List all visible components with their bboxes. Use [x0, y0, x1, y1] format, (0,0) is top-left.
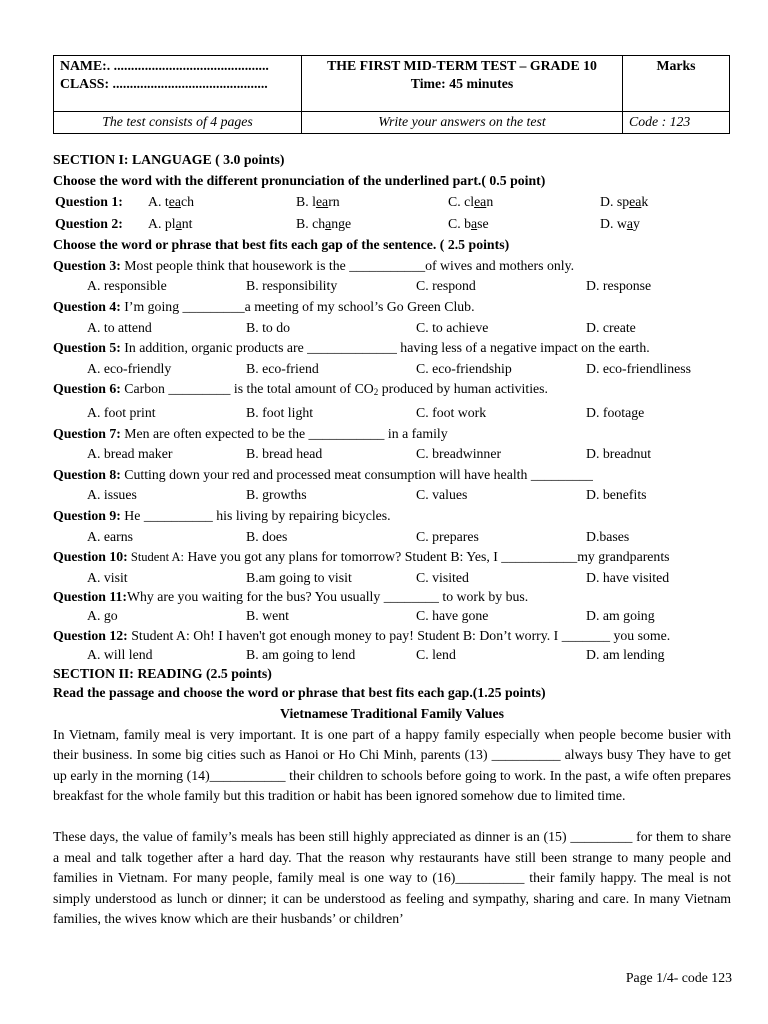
option-d[interactable]: D.bases: [586, 528, 630, 544]
question-label: Question 6:: [53, 381, 121, 397]
question-label: Question 8:: [53, 466, 121, 482]
option-a[interactable]: A. teach: [148, 194, 194, 210]
options-4: [53, 318, 731, 339]
page-footer: Page 1/4- code 123: [625, 970, 732, 985]
option-d[interactable]: D. eco-friendliness: [586, 360, 691, 376]
option-a[interactable]: A. plant: [148, 216, 193, 232]
question-text: He __________ his living by repairing bicycles.: [120, 507, 391, 523]
question-text: Have you got any plans for tomorrow? Student B: Yes, I ___________my grandparents: [184, 549, 670, 565]
option-d[interactable]: D. have visited: [586, 569, 670, 585]
option-b[interactable]: B. responsibility: [246, 278, 338, 294]
question-label: Question 11:: [53, 589, 127, 605]
gap-fill-instruction: Choose the word or phrase that best fits each gap of the sentence. ( 2.5 points): [53, 237, 510, 253]
test-code: Code : 123: [623, 112, 730, 134]
test-time: Time: 45 minutes: [410, 76, 514, 91]
option-b[interactable]: B. bread head: [246, 446, 323, 462]
question-text: Cutting down your red and processed meat consumption will have health _________: [120, 466, 593, 482]
question-5: [53, 338, 731, 359]
question-6: [53, 379, 731, 403]
options-3: [53, 276, 731, 297]
option-d[interactable]: D. breadnut: [586, 446, 652, 462]
marks-cell: [623, 56, 730, 112]
question-4: [53, 297, 731, 318]
subscript: 2: [373, 387, 379, 398]
option-c[interactable]: C. eco-friendship: [416, 360, 512, 376]
option-d[interactable]: D. create: [586, 319, 636, 335]
question-11: [53, 588, 731, 606]
speaker-label: Student A:: [127, 550, 185, 565]
option-b[interactable]: B. learn: [296, 194, 340, 210]
question-label: Question 5:: [53, 340, 121, 356]
passage-paragraph-1: In Vietnam, family meal is very important. It is one part of a happy family especially when people become busier with their business. In some big cities such as Hanoi or Ho Chi Minh, parents (13) __________ always busy They have to get up early in the morning (14)___________ their children to schools before going to work. In the past, a wife often prepares breakfast for the whole family but this tradition or habit has been ignored somehow due to limited time.: [53, 726, 731, 804]
option-d[interactable]: D. way: [600, 216, 640, 232]
question-label: Question 3:: [53, 257, 121, 273]
test-title: THE FIRST MID-TERM TEST – GRADE 10: [327, 58, 597, 73]
option-d[interactable]: D. benefits: [586, 487, 647, 503]
option-b[interactable]: B. went: [246, 608, 289, 624]
option-d[interactable]: D. response: [586, 278, 652, 294]
option-a[interactable]: A. to attend: [87, 319, 152, 335]
pronunciation-instruction: Choose the word with the different pronunciation of the underlined part.( 0.5 point): [53, 172, 546, 188]
options-9: [53, 527, 731, 548]
question-10: [53, 547, 731, 568]
option-b[interactable]: B. growths: [246, 487, 307, 503]
option-b[interactable]: B. to do: [246, 319, 291, 335]
option-a[interactable]: A. foot print: [87, 404, 156, 420]
question-label: Question 9:: [53, 507, 121, 523]
section2-title: SECTION II: READING (2.5 points): [53, 666, 272, 682]
question-label: Question 2:: [55, 216, 123, 232]
question-text: I’m going _________a meeting of my school’s Go Green Club.: [120, 298, 475, 314]
option-d[interactable]: D. footage: [586, 404, 645, 420]
class-field[interactable]: CLASS: .............................................: [60, 76, 268, 91]
options-12: [53, 645, 731, 666]
option-a[interactable]: A. eco-friendly: [87, 360, 172, 376]
header-table: [53, 55, 730, 134]
question-text: In addition, organic products are _____________ having less of a negative impact on the earth.: [120, 340, 650, 356]
name-field[interactable]: NAME:. .............................................: [60, 58, 269, 73]
option-b[interactable]: B.am going to visit: [246, 569, 352, 585]
question-7: [53, 424, 731, 445]
question-text: Student A: Oh! I haven't got enough money to pay! Student B: Don’t worry. I _______ you some.: [127, 627, 671, 643]
option-d[interactable]: D. am going: [586, 608, 655, 624]
test-page: [53, 55, 731, 930]
option-c[interactable]: C. visited: [416, 569, 469, 585]
options-8: [53, 485, 731, 506]
option-b[interactable]: B. does: [246, 528, 288, 544]
options-6: [53, 403, 731, 424]
answer-instruction: Write your answers on the test: [302, 112, 623, 134]
option-a[interactable]: A. will lend: [87, 646, 153, 662]
option-c[interactable]: C. breadwinner: [416, 446, 502, 462]
question-text: Why are you waiting for the bus? You usually ________ to work by bus.: [126, 589, 529, 605]
option-a[interactable]: A. responsible: [87, 278, 167, 294]
passage-paragraph-2: These days, the value of family’s meals has been still highly appreciated as dinner is an (15) _________ for them to share a meal and talk together after a hard day. That the reason why restaurants have still been strange to many people and families in Vietnam. For many people, family meal is one way to (16)__________ their family happy. The meal is not simply understood as lunch or dinner; it can be understood as feeling and sympathy, sharing and care. In many Vietnam families, the wives know which are their husbands’ or children’: [53, 829, 731, 927]
option-c[interactable]: C. prepares: [416, 528, 479, 544]
question-text: Most people think that housework is the ___________of wives and mothers only.: [120, 257, 575, 273]
question-label: Question 1:: [55, 194, 123, 210]
option-a[interactable]: A. go: [87, 608, 118, 624]
question-text: Carbon _________ is the total amount of CO: [120, 381, 374, 397]
question-label: Question 10:: [53, 549, 128, 565]
reading-instruction: Read the passage and choose the word or phrase that best fits each gap.(1.25 points): [53, 685, 546, 701]
question-2: [53, 213, 731, 235]
question-label: Question 7:: [53, 425, 121, 441]
title-cell: [302, 56, 623, 112]
marks-label: Marks: [656, 58, 696, 73]
options-7: [53, 444, 731, 465]
question-3: [53, 256, 731, 277]
option-a[interactable]: A. bread maker: [87, 446, 173, 462]
question-text: Men are often expected to be the ___________ in a family: [120, 425, 448, 441]
option-b[interactable]: B. change: [296, 216, 352, 232]
option-b[interactable]: B. foot light: [246, 404, 314, 420]
option-a[interactable]: A. earns: [87, 528, 133, 544]
student-info-cell: [54, 56, 302, 112]
question-label: Question 4:: [53, 298, 121, 314]
options-11: [53, 606, 731, 627]
section1-title: SECTION I: LANGUAGE ( 3.0 points): [53, 152, 285, 167]
option-d[interactable]: D. speak: [600, 194, 649, 210]
option-d[interactable]: D. am lending: [586, 646, 665, 662]
option-c[interactable]: C. clean: [448, 194, 494, 210]
question-8: [53, 465, 731, 486]
option-c[interactable]: C. have gone: [416, 608, 489, 624]
option-c[interactable]: C. to achieve: [416, 319, 489, 335]
passage-title: Vietnamese Traditional Family Values: [280, 706, 504, 722]
option-b[interactable]: B. am going to lend: [246, 646, 356, 662]
option-a[interactable]: A. visit: [87, 569, 128, 585]
option-c[interactable]: C. respond: [416, 278, 476, 294]
option-c[interactable]: C. values: [416, 487, 468, 503]
option-c[interactable]: C. foot work: [416, 404, 487, 420]
question-12: [53, 627, 731, 645]
options-10: [53, 568, 731, 589]
option-b[interactable]: B. eco-friend: [246, 360, 319, 376]
pages-note: The test consists of 4 pages: [54, 112, 302, 134]
question-label: Question 12:: [53, 627, 128, 643]
option-c[interactable]: C. base: [448, 216, 489, 232]
question-1: [53, 191, 731, 213]
option-c[interactable]: C. lend: [416, 646, 456, 662]
question-9: [53, 506, 731, 527]
options-5: [53, 359, 731, 380]
question-text-end: produced by human activities.: [378, 381, 548, 397]
option-a[interactable]: A. issues: [87, 487, 137, 503]
